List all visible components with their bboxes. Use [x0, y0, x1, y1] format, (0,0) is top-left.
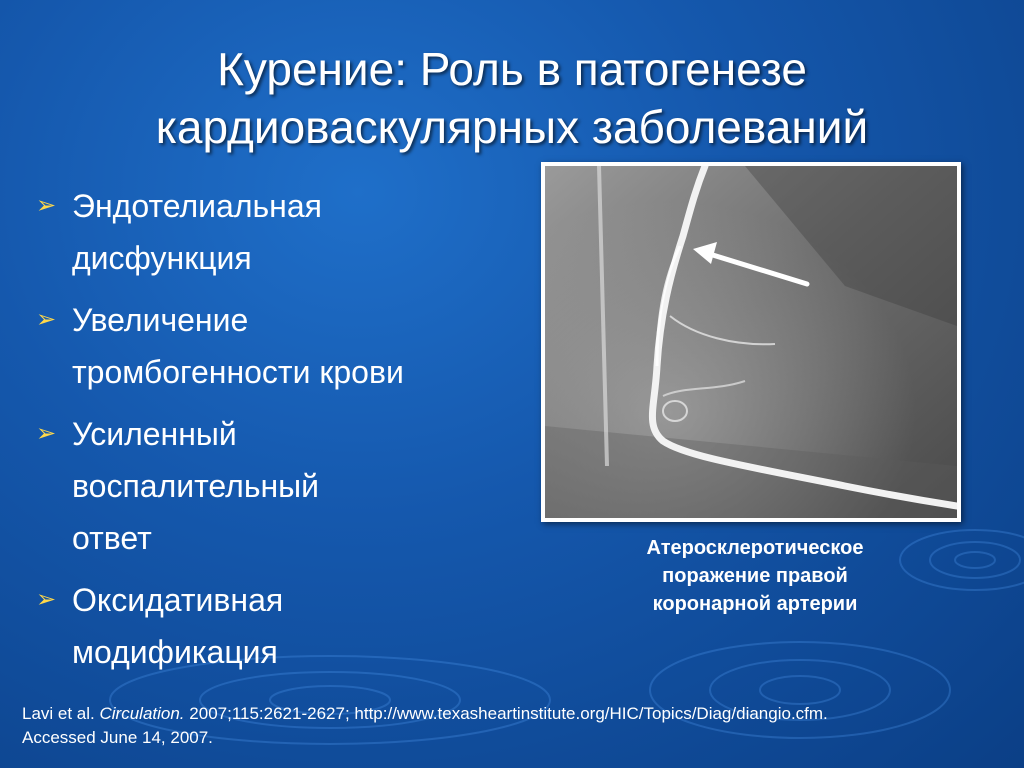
- title-line-1: Курение: Роль в патогенезе: [217, 43, 807, 95]
- title-line-2: кардиоваскулярных заболеваний: [155, 101, 869, 153]
- bullet-item: [34, 574, 514, 678]
- arrow-right-icon: ➢: [36, 420, 57, 447]
- arrow-right-icon: ➢: [36, 306, 57, 333]
- reference-journal: Circulation.: [99, 704, 185, 723]
- slide-title: [40, 40, 984, 156]
- bullet-text: Оксидативная модификация: [72, 582, 284, 670]
- bullet-item: [34, 294, 514, 398]
- reference-accessed: Accessed June 14, 2007.: [22, 728, 213, 747]
- angiogram-illustration: [545, 166, 957, 518]
- bullet-text: Усиленный воспалительный ответ: [72, 416, 320, 556]
- reference-citation: [22, 702, 1002, 750]
- angiogram-image: [541, 162, 961, 522]
- arrow-right-icon: ➢: [36, 586, 57, 613]
- reference-details: 2007;115:2621-2627; http://www.texasheartinstitute.org/HIC/Topics/Diag/diangio.cfm.: [189, 704, 828, 723]
- reference-authors: Lavi et al.: [22, 704, 95, 723]
- image-caption: Атеросклеротическое поражение правой коронарной артерии: [646, 537, 864, 615]
- bullet-list: [34, 180, 514, 688]
- arrow-right-icon: ➢: [36, 192, 57, 219]
- bullet-item: [34, 180, 514, 284]
- bullet-text: Эндотелиальная дисфункция: [72, 188, 322, 276]
- bullet-item: [34, 408, 514, 564]
- bullet-text: Увеличение тромбогенности крови: [72, 302, 404, 390]
